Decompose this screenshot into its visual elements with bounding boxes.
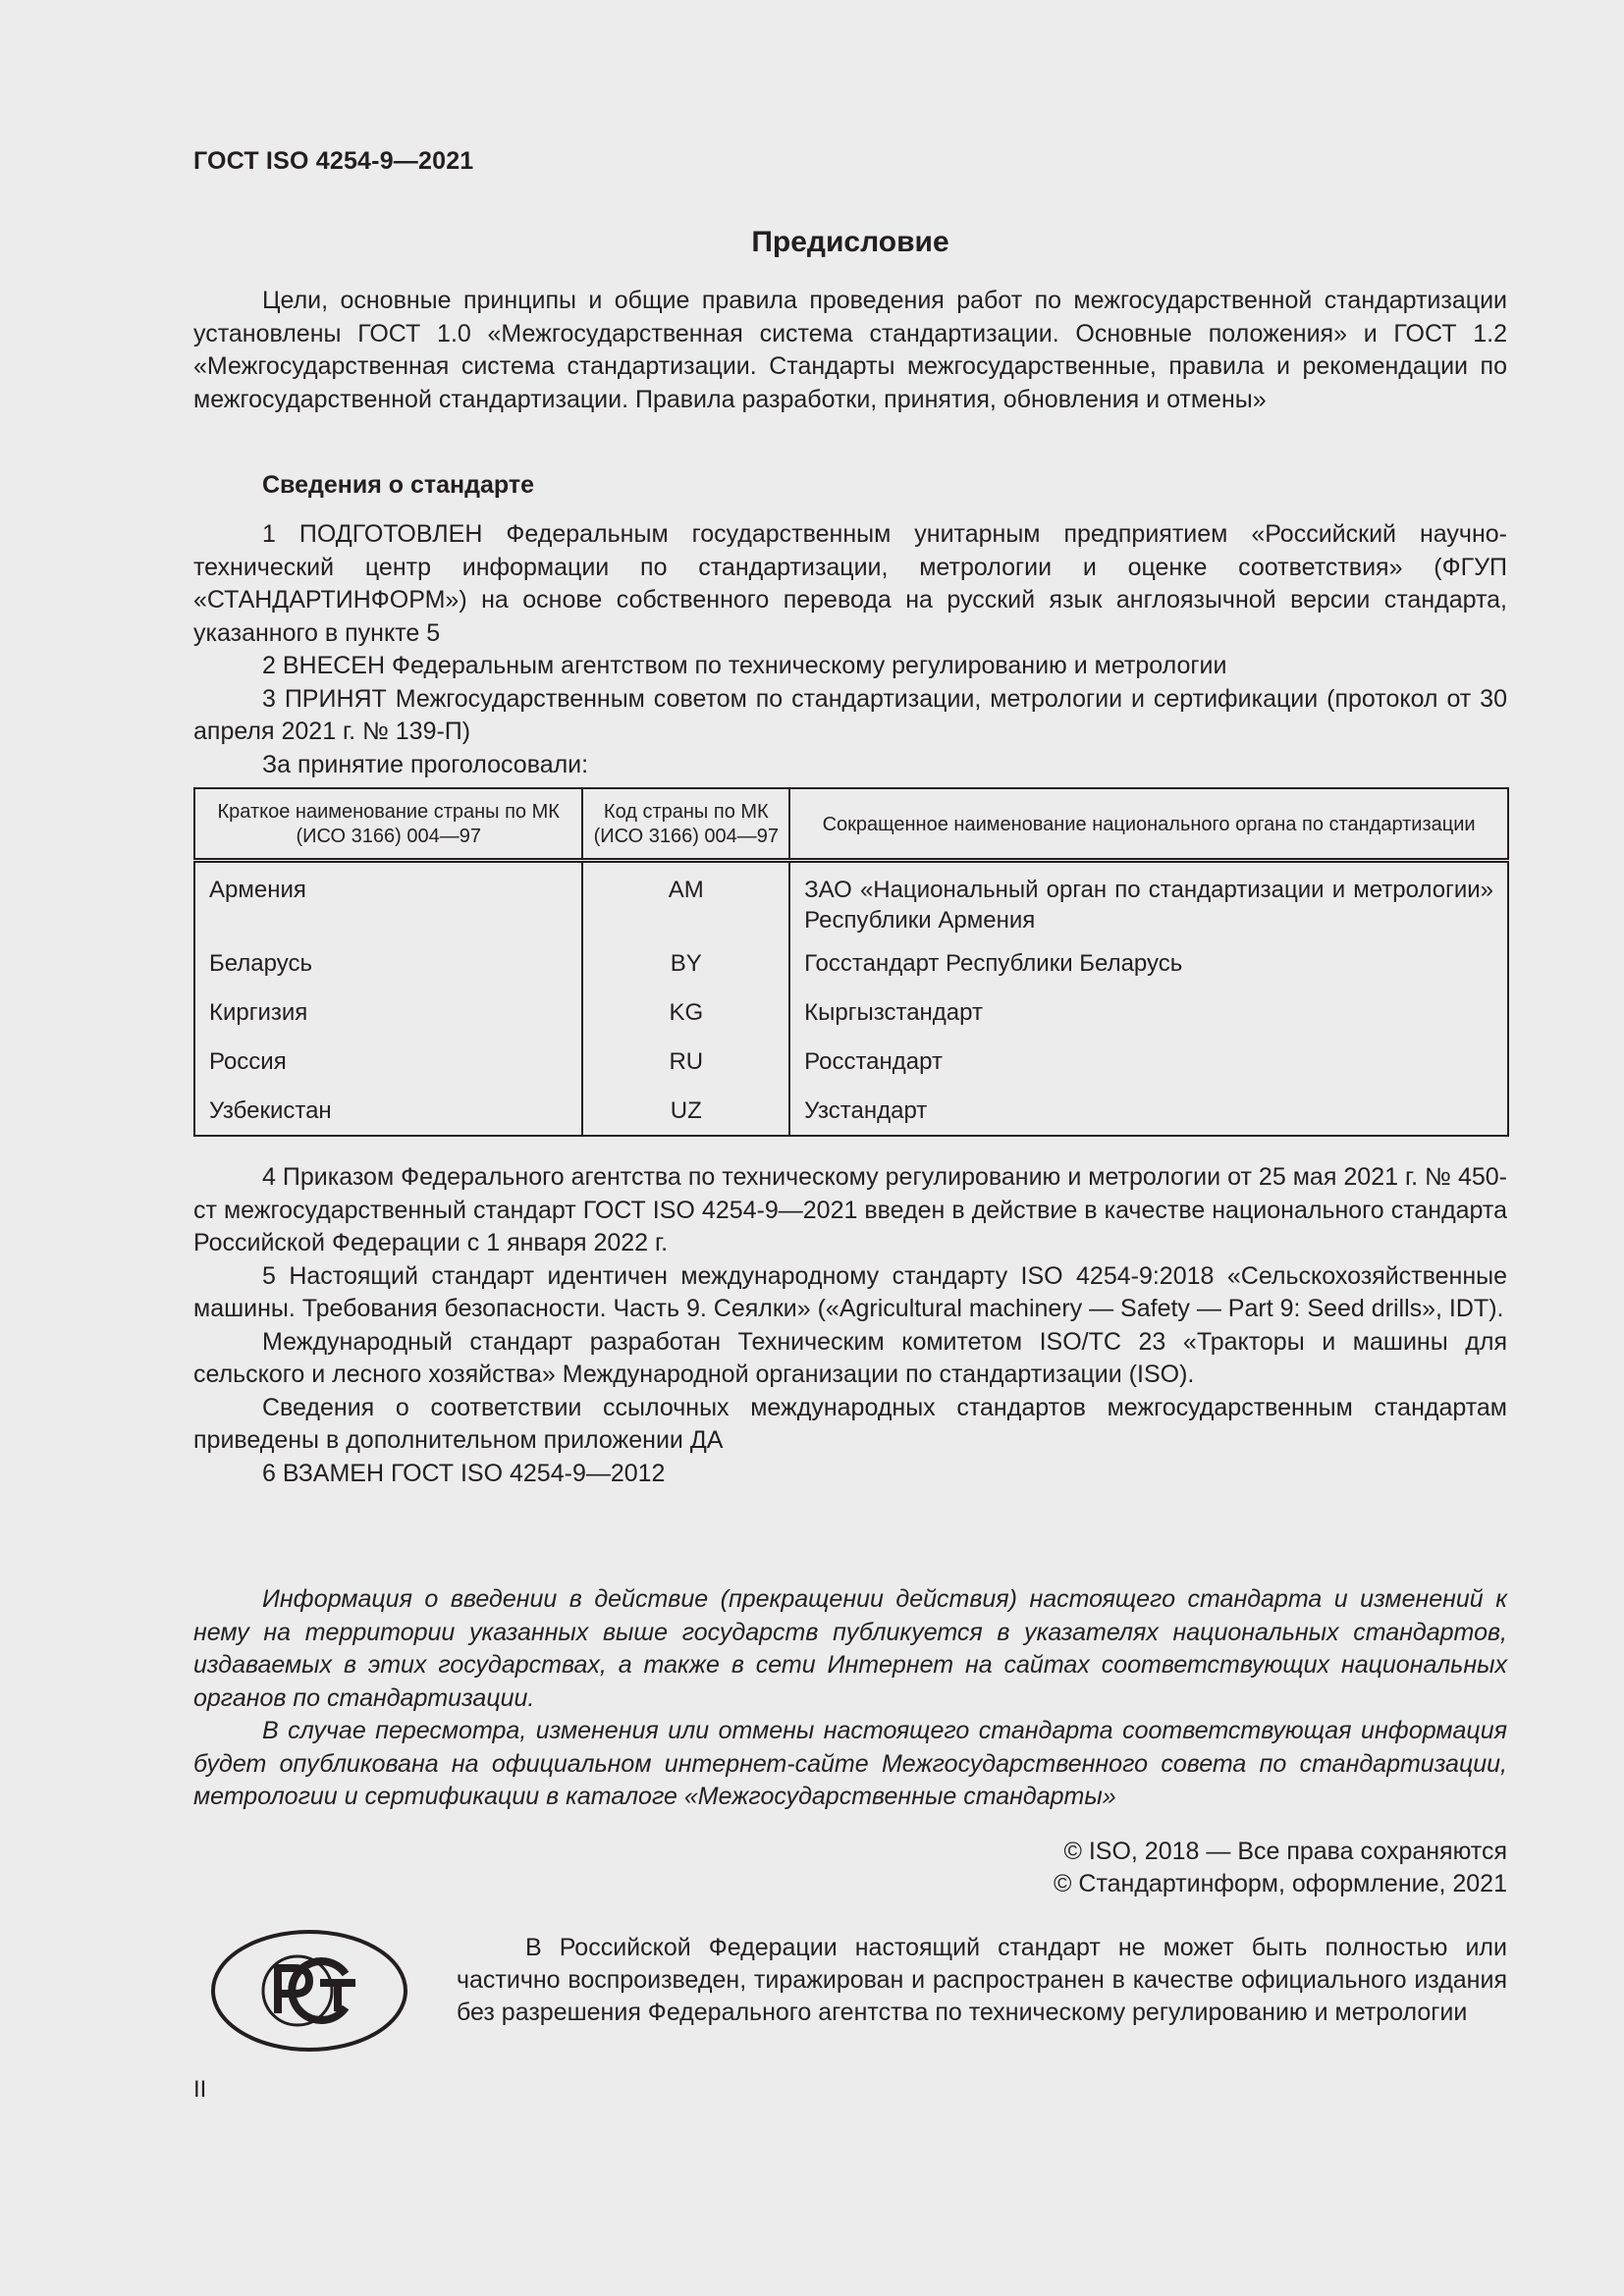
standards-body-cell: Кыргызстандарт [789, 988, 1508, 1038]
column-header-country: Краткое наименование страны по МК (ИСО 3166) 004—97 [194, 788, 582, 861]
intro-paragraph: Цели, основные принципы и общие правила проведения работ по межгосударственной стандартизации установлены ГОСТ 1.0 «Межгосударственная система стандартизации. Основные положения» и ГОСТ 1.2 «Межгосударственная система стандартизации. Стандарты межгосударственные, правила и рекомендации по межгосударственной стандартизации. Правила разработки, принятия, обновления и отмены» [193, 287, 1507, 413]
table-row [194, 1087, 1508, 1136]
rst-certification-mark-icon [210, 1929, 408, 2053]
voting-countries-table [193, 787, 1509, 1137]
item-5-references: Сведения о соответствии ссылочных международных стандартов межгосударственным стандартам приведены в дополнительном приложении ДА [193, 1393, 1507, 1454]
notice-revision: В случае пересмотра, изменения или отмены настоящего стандарта соответствующая информация будет опубликована на официальном интернет-сайте Межгосударственного совета по стандартизации, метрологии и сертификации в каталоге «Межгосударственные стандарты» [193, 1717, 1507, 1810]
copyright-iso: © ISO, 2018 — Все права сохраняются [1063, 1838, 1507, 1865]
standards-body-cell: Госстандарт Республики Беларусь [789, 939, 1508, 988]
table-row [194, 861, 1508, 939]
notices-block [193, 1583, 1507, 1814]
page-number: II [193, 2076, 207, 2103]
items-before-table [193, 518, 1507, 781]
column-header-body: Сокращенное наименование национального органа по стандартизации [789, 788, 1508, 861]
reproduction-rights-notice: В Российской Федерации настоящий стандарт не может быть полностью или частично воспроизведен, тиражирован и распространен в качестве официального издания без разрешения Федерального агентства по техническому регулированию и метрологии [457, 1934, 1507, 2026]
item-6-replaces: 6 ВЗАМЕН ГОСТ ISO 4254-9—2012 [262, 1459, 666, 1487]
page-title: Предисловие [751, 226, 949, 258]
intro-block [193, 285, 1507, 416]
voted-caption: За принятие проголосовали: [262, 750, 589, 778]
standards-body-cell: ЗАО «Национальный орган по стандартизации и метрологии» Республики Армения [789, 861, 1508, 939]
item-2-submitted: 2 ВНЕСЕН Федеральным агентством по техническому регулированию и метрологии [262, 652, 1227, 679]
country-code-cell: UZ [582, 1087, 789, 1136]
table-row [194, 939, 1508, 988]
item-3-adopted: 3 ПРИНЯТ Межгосударственным советом по стандартизации, метрологии и сертификации (протокол от 30 апреля 2021 г. № 139-П) [193, 684, 1507, 745]
country-cell: Россия [194, 1038, 582, 1087]
section-heading-info: Сведения о стандарте [262, 471, 535, 499]
country-code-cell: RU [582, 1038, 789, 1087]
item-5-identical: 5 Настоящий стандарт идентичен международному стандарту ISO 4254-9:2018 «Сельскохозяйственные машины. Требования безопасности. Часть 9. Сеялки» («Agricultural machinery — Safety — Part 9: Seed drills», IDT). [193, 1261, 1507, 1322]
country-code-cell: KG [582, 988, 789, 1038]
copyright-block [193, 1836, 1507, 1900]
column-header-code: Код страны по МК (ИСО 3166) 004—97 [582, 788, 789, 861]
item-5-developer: Международный стандарт разработан Техническим комитетом ISO/TC 23 «Тракторы и машины для сельского и лесного хозяйства» Международной организации по стандартизации (ISO). [193, 1327, 1507, 1388]
table-row [194, 1038, 1508, 1087]
standards-body-cell: Узстандарт [789, 1087, 1508, 1136]
copyright-standartinform: © Стандартинформ, оформление, 2021 [1054, 1870, 1507, 1897]
document-code-header: ГОСТ ISO 4254-9—2021 [193, 147, 474, 175]
item-4-order: 4 Приказом Федерального агентства по техническому регулированию и метрологии от 25 мая 2021 г. № 450-ст межгосударственный стандарт ГОСТ ISO 4254-9—2021 введен в действие в качестве национального стандарта Российской Федерации с 1 января 2022 г. [193, 1163, 1507, 1256]
country-cell: Беларусь [194, 939, 582, 988]
table-header-row [194, 788, 1508, 861]
item-1-prepared: 1 ПОДГОТОВЛЕН Федеральным государственным унитарным предприятием «Российский научно-технический центр информации по стандартизации, метрологии и оценке соответствия» (ФГУП «СТАНДАРТИНФОРМ») на основе собственного перевода на русский язык англоязычной версии стандарта, указанного в пункте 5 [193, 520, 1507, 647]
country-cell: Армения [194, 861, 582, 939]
items-after-table [193, 1161, 1507, 1490]
country-cell: Киргизия [194, 988, 582, 1038]
table-row [194, 988, 1508, 1038]
country-code-cell: BY [582, 939, 789, 988]
notice-publication: Информация о введении в действие (прекращении действия) настоящего стандарта и изменений к нему на территории указанных выше государств публикуется в указателях национальных стандартов, издаваемых в этих государствах, а также в сети Интернет на сайтах соответствующих национальных органов по стандартизации. [193, 1585, 1507, 1712]
country-code-cell: AM [582, 861, 789, 939]
standards-body-cell: Росстандарт [789, 1038, 1508, 1087]
country-cell: Узбекистан [194, 1087, 582, 1136]
